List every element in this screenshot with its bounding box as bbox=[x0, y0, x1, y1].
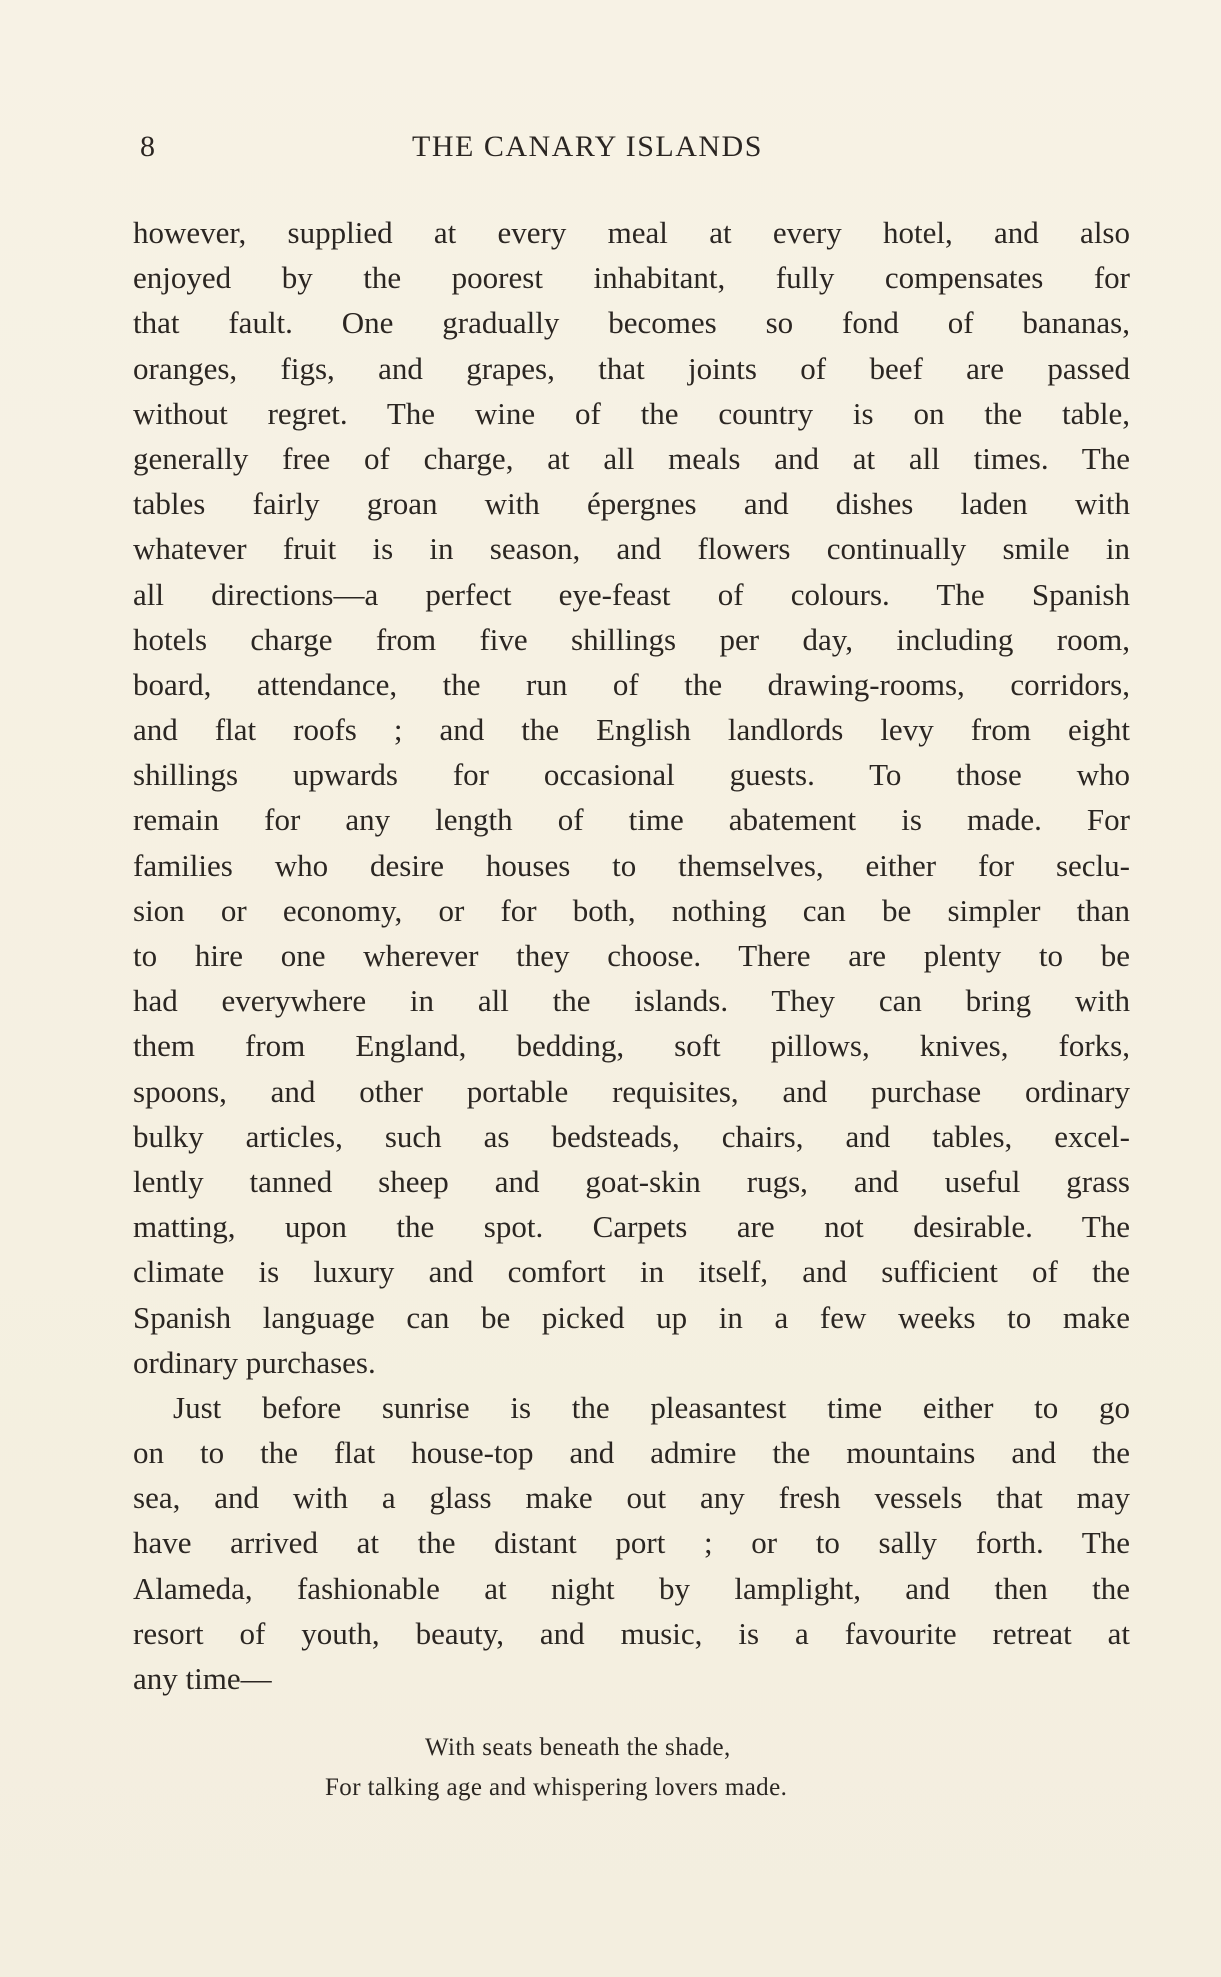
text-line: bulky articles, such as bedsteads, chairs, and tables, excel- bbox=[133, 1118, 1130, 1154]
text-line: on to the flat house-top and admire the mountains and the bbox=[133, 1435, 1130, 1471]
text-line: generally free of charge, at all meals and at all times. The bbox=[133, 440, 1130, 476]
paragraph-2 bbox=[133, 1385, 1130, 1701]
running-head: THE CANARY ISLANDS bbox=[412, 130, 763, 163]
text-line: had everywhere in all the islands. They can bring with bbox=[133, 983, 1130, 1019]
text-line: whatever fruit is in season, and flowers continually smile in bbox=[133, 531, 1130, 567]
text-line: lently tanned sheep and goat-skin rugs, and useful grass bbox=[133, 1163, 1130, 1199]
text-line: Spanish language can be picked up in a few weeks to make bbox=[133, 1299, 1130, 1335]
text-line: matting, upon the spot. Carpets are not desirable. The bbox=[133, 1209, 1130, 1245]
text-line: Alameda, fashionable at night by lamplight, and then the bbox=[133, 1570, 1130, 1606]
text-line: however, supplied at every meal at every hotel, and also bbox=[133, 215, 1130, 250]
text-line: resort of youth, beauty, and music, is a favourite retreat at bbox=[133, 1615, 1130, 1651]
paragraph-1 bbox=[133, 210, 1130, 1385]
text-line: all directions—a perfect eye-feast of colours. The Spanish bbox=[133, 576, 1130, 612]
text-line: climate is luxury and comfort in itself, and sufficient of the bbox=[133, 1254, 1130, 1290]
text-line: tables fairly groan with épergnes and dishes laden with bbox=[133, 486, 1130, 522]
text-line: families who desire houses to themselves, either for seclu- bbox=[133, 847, 1130, 883]
text-line: oranges, figs, and grapes, that joints of beef are passed bbox=[133, 350, 1130, 386]
text-line: to hire one wherever they choose. There are plenty to be bbox=[133, 938, 1130, 973]
text-line: hotels charge from five shillings per day, including room, bbox=[133, 621, 1130, 657]
text-line: them from England, bedding, soft pillows, knives, forks, bbox=[133, 1028, 1130, 1064]
verse-line: With seats beneath the shade, bbox=[425, 1734, 731, 1761]
text-line: sea, and with a glass make out any fresh vessels that may bbox=[133, 1480, 1130, 1516]
text-line: ordinary purchases. bbox=[133, 1344, 376, 1380]
text-line: Just before sunrise is the pleasantest time either to go bbox=[173, 1389, 1130, 1425]
text-line: any time— bbox=[133, 1661, 272, 1696]
text-line: sion or economy, or for both, nothing can be simpler than bbox=[133, 892, 1130, 928]
text-line: shillings upwards for occasional guests. To those who bbox=[133, 757, 1130, 793]
page-number: 8 bbox=[140, 130, 157, 163]
page-header bbox=[140, 130, 1130, 170]
text-line: have arrived at the distant port ; or to sally forth. The bbox=[133, 1525, 1130, 1561]
verse-quotation bbox=[325, 1728, 965, 1808]
body-text bbox=[133, 210, 1130, 1701]
text-line: spoons, and other portable requisites, and purchase ordinary bbox=[133, 1073, 1130, 1109]
verse-line: For talking age and whispering lovers made. bbox=[325, 1774, 788, 1801]
text-line: remain for any length of time abatement is made. For bbox=[133, 802, 1130, 838]
text-line: board, attendance, the run of the drawing-rooms, corridors, bbox=[133, 666, 1130, 702]
text-line: and flat roofs ; and the English landlords levy from eight bbox=[133, 712, 1130, 748]
text-line: enjoyed by the poorest inhabitant, fully compensates for bbox=[133, 260, 1130, 296]
text-line: that fault. One gradually becomes so fond of bananas, bbox=[133, 305, 1130, 341]
text-line: without regret. The wine of the country is on the table, bbox=[133, 395, 1130, 431]
